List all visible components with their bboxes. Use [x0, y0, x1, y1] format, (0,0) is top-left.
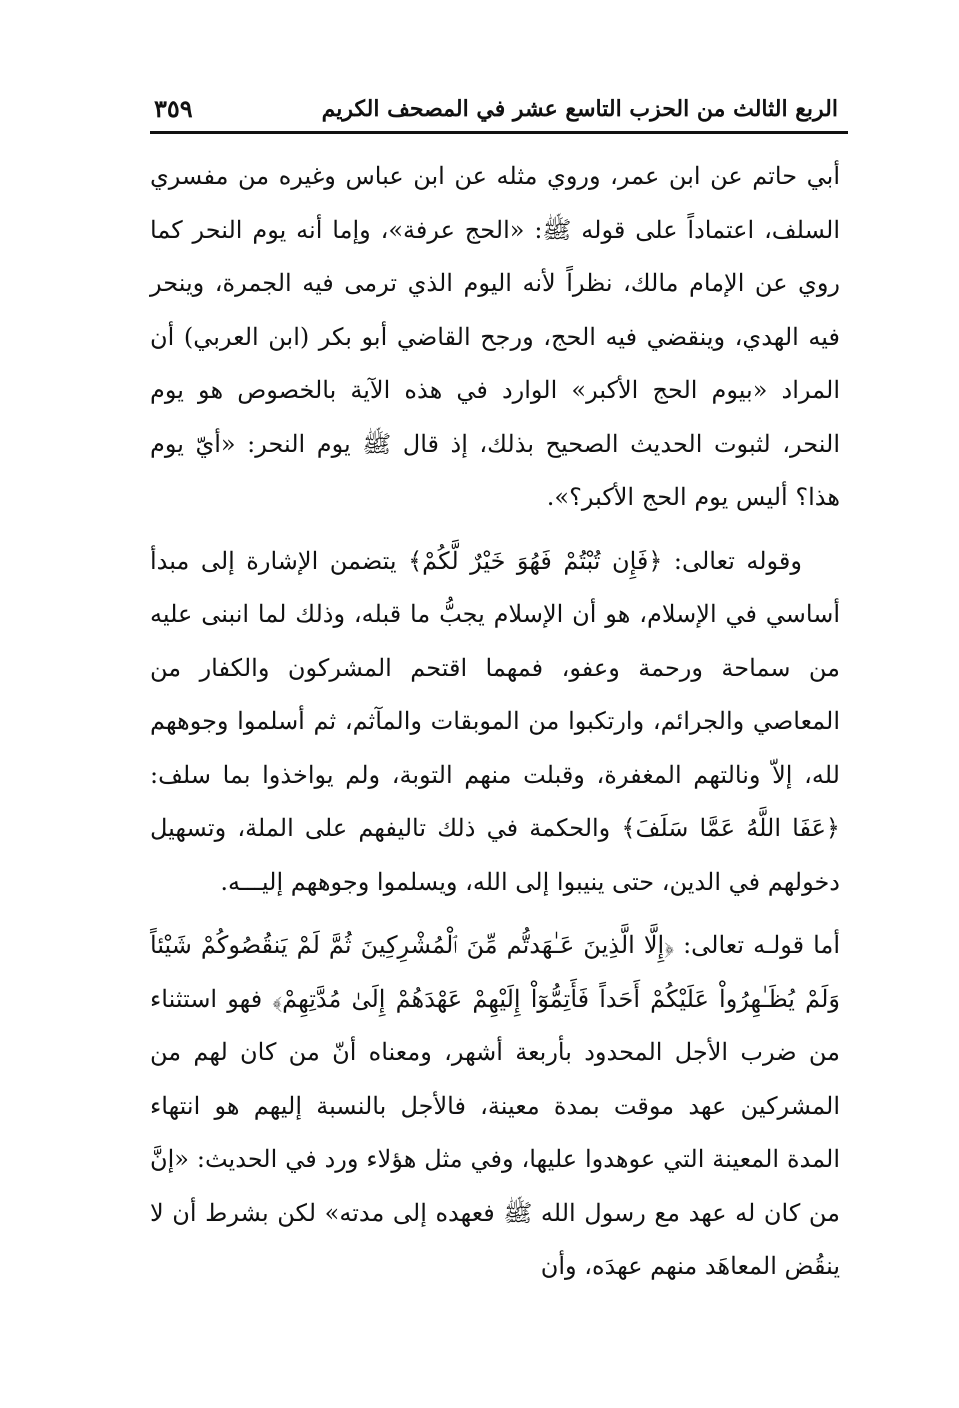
body-text	[150, 150, 840, 1294]
page-number: ٣٥٩	[154, 94, 193, 123]
page-header	[150, 84, 848, 132]
paragraph-3	[150, 919, 840, 1294]
paragraph-2-text: وقوله تعالى: ﴿فَإِن تُبْتُمْ فَهُوَ خَيْرٌ لَّكُمْ﴾ يتضمن الإشارة إلى مبدأ أساسي في الإسلام، هو أن الإسلام يجبُّ ما قبله، وذلك لما انبنى عليه من سماحة ورحمة وعفو، فمهما اقتحم المشركون والكفار من المعاصي والجرائم، وارتكبوا من الموبقات والمآثم، ثم أسلموا وجوههم لله، إلاّ ونالتهم المغفرة، وقبلت منهم التوبة، ولم يواخذوا بما سلف: ﴿عَفَا اللَّهُ عَمَّا سَلَفَ﴾ والحكمة في ذلك تاليفهم على الملة، وتسهيل دخولهم في الدين، حتى ينيبوا إلى الله، ويسلموا وجوههم إليـــه.	[150, 546, 840, 896]
header-rule	[150, 131, 848, 134]
paragraph-2	[150, 535, 840, 910]
paragraph-3-text: أما قولـه تعالى: ﴿إِلَّا الَّذِينَ عَـٰهَدتُّم مِّنَ ٱلْمُشْرِكِينَ ثُمَّ لَمْ يَنقُصُوكُمْ شَيْئاً وَلَمْ يُظَـٰهِرُواْ عَلَيْكُمْ أَحَداً فَأَتِمُّوٓاْ إِلَيْهِمْ عَهْدَهُمْ إِلَىٰ مُدَّتِهِمْ﴾ فهو استثناء من ضرب الأجل المحدود بأربعة أشهر، ومعناه أنّ من كان لهم من المشركين عهد موقت بمدة معينة، فالأجل بالنسبة إليهم هو انتهاء المدة المعينة التي عوهدوا عليها، وفي مثل هؤلاء ورد في الحديث: «إنَّ من كان له عهد مع رسول الله ﷺ فعهده إلى مدته» لكن بشرط أن لا ينقُض المعاهَد منهم عهدَه، وأن	[150, 931, 840, 1280]
running-title: الربع الثالث من الحزب التاسع عشر في المصحف الكريم	[321, 96, 838, 122]
paragraph-1: أبي حاتم عن ابن عمر، وروي مثله عن ابن عباس وغيره من مفسري السلف، اعتماداً على قوله ﷺ: «الحج عرفة»، وإما أنه يوم النحر كما روي عن الإمام مالك، نظراً لأنه اليوم الذي ترمى فيه الجمرة، وينحر فيه الهدي، وينقضي فيه الحج، ورجح القاضي أبو بكر (ابن العربي) أن المراد «بيوم الحج الأكبر» الوارد في هذه الآية بالخصوص هو يوم النحر، لثبوت الحديث الصحيح بذلك، إذ قال ﷺ يوم النحر: «أيّ يوم هذا؟ أليس يوم الحج الأكبر؟».	[150, 162, 840, 511]
